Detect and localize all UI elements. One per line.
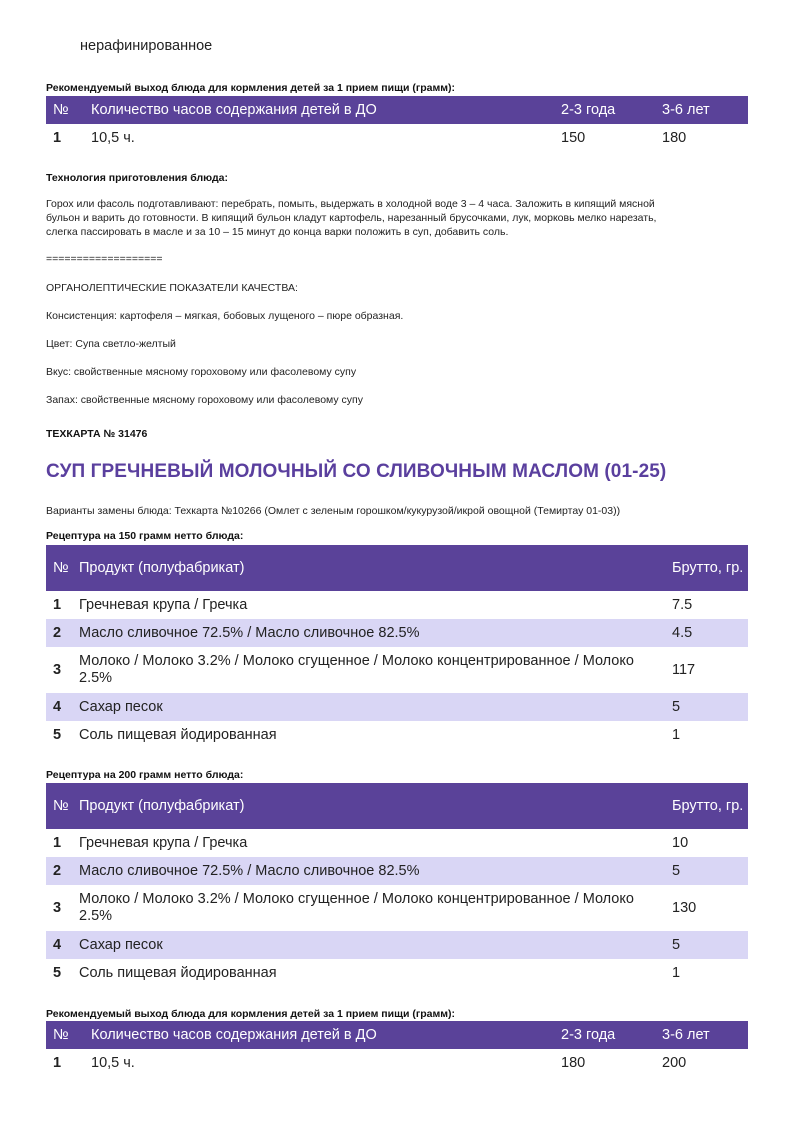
organoleptic-heading: ОРГАНОЛЕПТИЧЕСКИЕ ПОКАЗАТЕЛИ КАЧЕСТВА:	[46, 282, 298, 294]
techcard-number: ТЕХКАРТА № 31476	[46, 428, 148, 440]
table-cell: Масло сливочное 72.5% / Масло сливочное 82.5%	[79, 863, 420, 879]
header-cell: Количество часов содержания детей в ДО	[91, 1027, 377, 1043]
table-header-row	[46, 545, 748, 591]
header-cell: №	[53, 798, 69, 814]
table-header-row	[46, 783, 748, 829]
row-number: 1	[53, 1055, 62, 1071]
table-header-row	[46, 1021, 748, 1049]
table-cell: 10,5 ч.	[91, 1055, 135, 1071]
replacement-text: Варианты замены блюда: Техкарта №10266 (Омлет с зеленым горошком/кукурузой/икрой овощной (Темиртау 01-03))	[46, 505, 621, 517]
table-row	[46, 829, 748, 857]
table-row	[46, 647, 748, 693]
yield-table	[46, 1021, 748, 1077]
header-cell: №	[53, 560, 69, 576]
table-row	[46, 591, 748, 619]
table-cell: 130	[672, 900, 697, 916]
smell-text: Запах: свойственные мясному гороховому или фасолевому супу	[46, 394, 363, 406]
consistency-text: Консистенция: картофеля – мягкая, бобовых лущеного – пюре образная.	[46, 310, 404, 322]
yield-table	[46, 96, 748, 152]
table-cell: Гречневая крупа / Гречка	[79, 835, 248, 851]
top-fragment: нерафинированное	[80, 38, 213, 54]
technology-line: бульон и варить до готовности. В кипящий бульон кладут картофель, нарезанный брусочками, лук, морковь мелко нарезать,	[46, 212, 657, 224]
table-cell: 1	[672, 965, 681, 981]
table-cell: 10	[672, 835, 689, 851]
table-cell: Гречневая крупа / Гречка	[79, 597, 248, 613]
row-number: 5	[53, 727, 62, 743]
table-cell: Соль пищевая йодированная	[79, 727, 277, 743]
technology-line: слегка пассировать в масле и за 10 – 15 минут до конца варки положить в суп, добавить соль.	[46, 226, 509, 238]
table-cell: Сахар песок	[79, 699, 163, 715]
table-row	[46, 857, 748, 885]
dish-title: СУП ГРЕЧНЕВЫЙ МОЛОЧНЫЙ СО СЛИВОЧНЫМ МАСЛОМ (01-25)	[46, 461, 667, 482]
header-cell: №	[53, 1027, 69, 1043]
table-cell: 10,5 ч.	[91, 130, 135, 146]
taste-text: Вкус: свойственные мясному гороховому или фасолевому супу	[46, 366, 357, 378]
recipe200-table	[46, 783, 748, 987]
table-cell: 5	[672, 937, 681, 953]
technology-text	[46, 197, 748, 239]
table-cell: 4.5	[672, 625, 693, 641]
row-number: 3	[53, 900, 62, 916]
table-cell: Сахар песок	[79, 937, 163, 953]
table-row	[46, 693, 748, 721]
color-text: Цвет: Супа светло-желтый	[46, 338, 176, 350]
recipe200-label: Рецептура на 200 грамм нетто блюда:	[46, 769, 244, 781]
row-number: 2	[53, 863, 62, 879]
header-cell: Продукт (полуфабрикат)	[79, 798, 245, 814]
table-cell: 7.5	[672, 597, 693, 613]
table-cell: 5	[672, 863, 681, 879]
header-cell: Количество часов содержания детей в ДО	[91, 102, 377, 118]
table-cell: Соль пищевая йодированная	[79, 965, 277, 981]
table-row	[46, 885, 748, 931]
row-number: 4	[53, 937, 62, 953]
header-cell: 2-3 года	[561, 102, 616, 118]
table-cell: Масло сливочное 72.5% / Масло сливочное 82.5%	[79, 625, 420, 641]
table-row	[46, 124, 748, 152]
header-cell: 2-3 года	[561, 1027, 616, 1043]
table-cell: 200	[662, 1055, 687, 1071]
recipe150-table	[46, 545, 748, 749]
header-cell: 3-6 лет	[662, 1027, 710, 1043]
separator: ===================	[46, 253, 163, 265]
row-number: 3	[53, 662, 62, 678]
table-cell: 180	[662, 130, 687, 146]
table-header-row	[46, 96, 748, 124]
table-row	[46, 1049, 748, 1077]
row-number: 2	[53, 625, 62, 641]
yield-label: Рекомендуемый выход блюда для кормления детей за 1 прием пищи (грамм):	[46, 82, 455, 94]
table-cell: 117	[672, 662, 696, 678]
table-cell: 150	[561, 130, 586, 146]
table-row	[46, 931, 748, 959]
yield-label: Рекомендуемый выход блюда для кормления детей за 1 прием пищи (грамм):	[46, 1008, 455, 1020]
row-number: 1	[53, 130, 62, 146]
technology-line: Горох или фасоль подготавливают: перебрать, помыть, выдержать в холодной воде 3 – 4 часа. Заложить в кипящий мясной	[46, 198, 655, 210]
table-row	[46, 721, 748, 749]
row-number: 5	[53, 965, 62, 981]
technology-label: Технология приготовления блюда:	[46, 172, 229, 184]
table-cell: 180	[561, 1055, 586, 1071]
header-cell: Брутто, гр.	[672, 797, 744, 814]
recipe150-label: Рецептура на 150 грамм нетто блюда:	[46, 530, 244, 542]
row-number: 4	[53, 699, 62, 715]
table-cell: 5	[672, 699, 681, 715]
row-number: 1	[53, 835, 62, 851]
table-row	[46, 619, 748, 647]
table-row	[46, 959, 748, 987]
header-cell: Брутто, гр.	[672, 559, 744, 576]
header-cell: 3-6 лет	[662, 102, 710, 118]
table-cell: 1	[672, 727, 681, 743]
table-cell: Молоко / Молоко 3.2% / Молоко сгущенное / Молоко концентрированное / Молоко 2.5%	[79, 653, 634, 686]
table-cell: Молоко / Молоко 3.2% / Молоко сгущенное / Молоко концентрированное / Молоко 2.5%	[79, 891, 634, 924]
header-cell: №	[53, 102, 69, 118]
header-cell: Продукт (полуфабрикат)	[79, 560, 245, 576]
row-number: 1	[53, 597, 62, 613]
